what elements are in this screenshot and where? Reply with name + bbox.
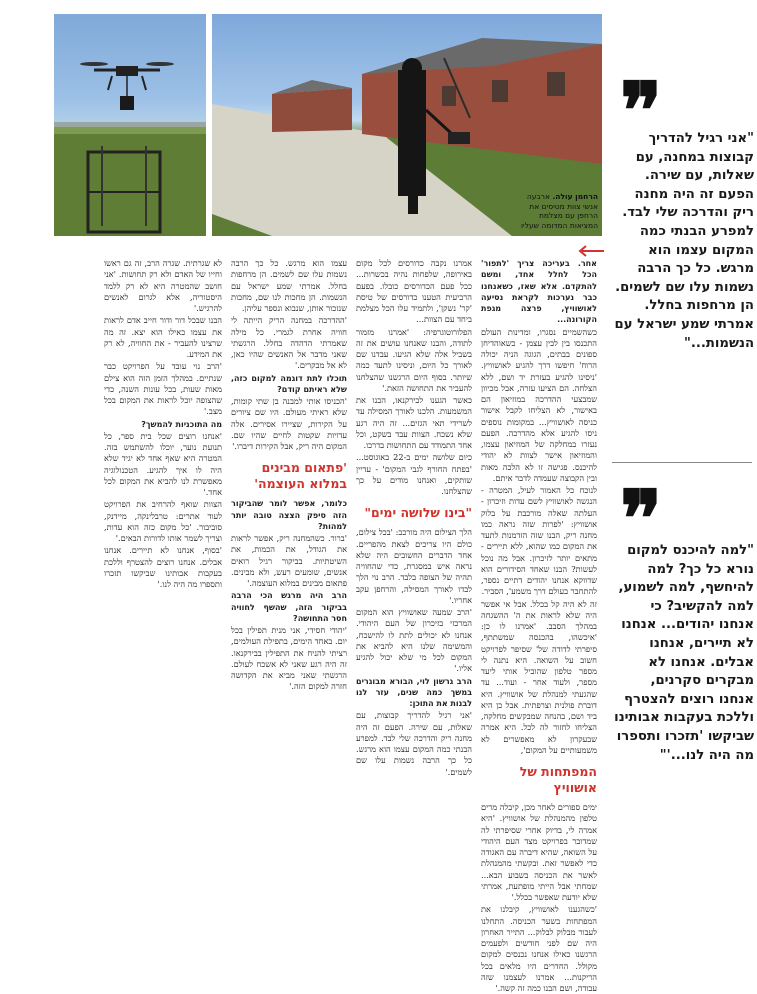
pull-quote-divider	[612, 462, 752, 463]
paragraph: אחר. בעריכה צריך 'לתפור' הכל לחלל אחד, ומשם להתקדם. אלא שאז, כשאנחנו כבר נערכות לקראת נסיעה לאושוויץ, פרצה מגפת הקורונה...	[481, 259, 597, 325]
drone-photo	[54, 14, 206, 236]
paragraph: ימים ספורים לאחר מכן, קיבלה מרים טלפון מהמנהלת של אושוויץ. 'היא אמרה לי, בדיוק אחרי שסיפרתי לה שמדובר בפרויקט מצד העם היהודי על השואה, שהיא דיברה עם האגודה כדי לאפשר זאת. ובקשתי מהמנהלת לאשר את הכניסה בשבוע הבא... שמחתי אבל הייתי מופתעת, אמרתי שלא יודעת שאפשר בכלל.'	[481, 802, 597, 902]
paragraph: 'הכניסו אותי למבנה בן שתי קומות, שלא ראיתי מעולם. היו שם ציורים על הקירות, שציירו אסירים. אלה עדויות שקטות לחיים שהיו שם. המקום היה ריק, אבל הקירות דיברו.'	[231, 396, 347, 451]
paragraph: 'יהודי חסידי, אני מנית תפילין בכל יום. באחד הימים, בתפילת העולמים, רציתי להניח את התפילין בבירקנאו. זה היה רגע שאני לא אשכח לעולם. הרגשתי שאני מביא את הקדושה חזרה למקום הזה.'	[231, 625, 347, 692]
drone-illustration	[54, 14, 206, 236]
question: תוכלו לתת דוגמה למקום כזה, שלא ראיתם קודם?	[231, 373, 347, 394]
quote-mark-icon: ❞	[620, 474, 662, 565]
photo-caption	[512, 192, 598, 230]
rabbi-walking-photo	[212, 14, 602, 236]
paragraph: כיום שלושה ימים ב-22 באוגוסט... 'בפתח החורף לגבי המקום' - עדיין שותקים, ואנחנו מודים על כך שהצלחנו.	[356, 452, 473, 496]
paragraph: 'אנחנו רוצים שכל בית ספר, כל תנועת נוער, יוכלו להשתמש בזה. המטרה היא שאף אחד לא יגיד שלא היה לו איך להגיע. הטכנולוגיה מאפשרת לנו להביא את המקום לכל אחד.'	[104, 430, 222, 497]
pull-quote-2: "למה להיכנס למקום נורא כל כך? למה להיחשף, למה לשמוע, למה להקשיב? כי אנחנו יהודים... אנחנו לא תיירים, אנחנו אבלים. אנחנו לא מבקרים סקרנים, אנחנו רוצים להצטרף וללכת בעקבות אבותינו שביקשו 'תזכרו ותספרו מה היה לנו...'"	[614, 543, 754, 763]
paragraph: הצוות שואף להרחיב את הפרויקט לעוד אתרים: טרבלינקה, מיידנק, סוביבור. 'כל מקום כזה הוא עדות, וצריך לשמר אותו לדורות הבאים.'	[104, 499, 222, 543]
paragraph: 'הרב נוי עובד על הפרויקט כבר שנתיים. במהלך הזמן הזה הוא צילם מאות שעות, בכל עונות השנה, כדי שהצופה יוכל לראות את המקום בכל מצב.'	[104, 361, 222, 417]
paragraph: הבנו שבכל דור ודור חייב אדם לראות את עצמו כאילו הוא יצא. זה מה שרצינו להעביר - את החוויה, לא רק את המידע.	[104, 315, 222, 359]
paragraph: זה לא היה קל בכלל. אבל אי אפשר היה שלא לראות את ה' ההשגחה במהלך הסבב. 'אמרנו לו כן: 'איכשהו, בהכנסה שמשתתף, סיפרתי לדודה של' שסיפר לפרויקט חשוב על השואה. היא נתנה לי מספר טלפון שהוביל אותי ליעד מספר, ולעוד אחר - ועוד... עד שהגעתי למנהלת של אושוויץ. היא דוברת פולנית וצרפתית. אבל כן היא ביד ושם, בהנחה שמבקשים מחלקה, הצליחו לחזור לה לכל. היא אמרה שבעקרון לא מאפשרים לא משמעותיים על המקום',	[481, 598, 597, 755]
question: הרב היה מרגש הכי הרבה בביקור הזה, שהשף לחוויה חסר התחושה?	[231, 591, 347, 623]
paragraph: 'הרב שמעה שאושוויץ הוא המקום המרכזי בזיכרון של העם היהודי. אנחנו לא יכולים לתת לו להישכח, והמשימה שלנו היא להביא את המקום לכל מי שלא יכול להגיע אליו.'	[356, 607, 472, 674]
paragraph: הלך הצילום היה מורכב: 'בכל צילום, כולם היו צריכים לצאת מהפריים. אחד הדברים החשובים היה שלא נראה איש במסגרת, כדי שהחוויה תהיה של הצופה בלבד. הרב נוי הלך לבדו לאורך המסילה, והרחפן עקב אחריו.'	[356, 527, 472, 605]
paragraph: 'ההדרכה במחנה הריק הייתה לי חוויה אחרת לגמרי. כל מילה שאמרתי הדהדה בחלל. הרגשתי שאני מדבר אל האנשים שהיו כאן, לא אל מבקרים.'	[231, 315, 347, 371]
paragraph: 'אני רגיל להדריך קבוצות, עם שאלות, עם שירה. הפעם זה היה מחנה ריק והדרכה שלי לבד. למפרע הבנתי כמה המקום עצמו הוא מרגש. כל כך הרבה נשמות עלו שם לשמים.'	[356, 710, 472, 777]
paragraph: 'בסוף, אנחנו לא תיירים. אנחנו אבלים. אנחנו רוצים להצטרף וללכת בעקבות אבותינו שביקשו תזכרו ותספרו מה היה לנו.'	[104, 545, 222, 589]
question: כלומר, אפשר לומר שהביקור הזה סיפק הצצה טובה יותר למהות?	[231, 499, 347, 531]
article-column-4	[104, 258, 222, 848]
section-heading: "בינו שלושה ימים"	[364, 505, 472, 521]
article-column-2	[356, 258, 472, 848]
article-column-3	[231, 258, 347, 848]
paragraph: 'כשהגענו לאושוויץ, קיבלנו את המפתחות בשער הכניסה. התחלנו לעבור מבלוק לבלוק... התייר האחרון היה שם לפני חודשים ולפעמים הרגשנו כאילו אנחנו נכנסים למקום מקולל. החדרים היו מלאים בכל הריקנות... אמרנו לעצמנו שזה עבודה, ושם הבנו כמה זה קשה.'	[481, 904, 597, 993]
pull-quote-1: "אני רגיל להדריך קבוצות במחנה, עם שאלות, עם שירה. הפעם זה היה מחנה ריק והדרכה שלי לבד. למפרע הבנתי כמה המקום עצמו הוא מרגש. כל כך הרבה נשמות עלו שם לשמים. הן מרחפות בחלל. אמרתי שמע ישראל עם הנשמות..."	[614, 131, 754, 351]
paragraph: לא שגרתית. שגרה הרב, זה גם ראשו וחייו של האדם ולא רק תחושות. 'אני חושב שהמטרה היא לא רק ללמד היסטוריה, אלא לגרום לאנשים להרגיש.'	[104, 258, 222, 313]
quote-mark-icon: ❞	[620, 66, 662, 157]
paragraph: אמרנו נקבה כדורסים לכל מקום באירופה, שלפחות נהיה בכשרות... ככל פעם הכדורסים כובלו. בפעם הרביעית הטענו כדורסים של טיסת 'קר' נשקן', ולתמיד עלו הכל מצלמת ביחד עם הצוות...	[356, 258, 472, 325]
paragraph: לנוכח כל האמור לעיל, המטרה - הנגשה לאושוויץ לשם עדות וזיכרון - העלתה שאלה מורכבת על בלוק אושוויץ: 'לפרות שזה נראה כמו מחנה ריק, הבנו שזה הזדמנות לתעד את המקום כמו שהוא, ללא תיירים - מתאים יותר לזיכרון. אבל מה נוכל לעשות? הבנו שאחד הסידורים הוא שדווקא אנחנו יהודים דתיים נספר, להתחבר בעולם דרך משמע', הסביר.	[481, 485, 597, 597]
question: הרב גרשון לוי, הבורא מבוגרים במשך כמה שנים, עזר לנו לבנות את התוכן:	[356, 676, 472, 708]
section-heading: המפתחות של אושוויץ	[519, 764, 597, 795]
paragraph: עצמו הוא מרגש. כל כך הרבה נשמות עלו שם לשמים. הן מרחפות בחלל. אמרתי שמע ישראל עם הנשמות. הן מחכות לנו שם, מחכות שנזכור אותן, שנבוא ונספר עליהן.	[231, 258, 347, 313]
paragraph: כשהשמיים נסגרו, ומדינות העולם התכנסו בין לבין עצמן - כשאוהדיחן ספונים בבתים, הגוגה הניה יכולה הרוח' חיפשו דרך להגיע לאושוויץ. 'ניסינו להגיע בעזרת יד ושם, ללא הצלחה. הם הציעו עזרה, אבל מכיוון שמבצעי ההדרכה במוזיאון הם באישור, לא הצליחו לקבל אישור כניסה לאושוויץ... במקומות נוספים ניסו להגיע אלא מהדרכה. הפעם נעזרו במחלקה של המוזיאון עצמו, והמוזיאון אישר לצוות לא יהודי להיכנס. פגישה זו לא הלכה מאות ובין הקבוצה שעמדה לדבר איתם.	[481, 326, 597, 483]
arrow-left-icon	[576, 244, 606, 258]
paragraph: 'ברור. כשהמחנה ריק, אפשר לראות את הגודל, את הכמות, את השיטתיות. בביקור רגיל רואים אנשים, שומעים רעש, ולא מבינים. פתאום מבינים במלוא העוצמה.'	[231, 533, 347, 588]
article-column-1	[481, 258, 597, 993]
question: מה התוכניות להמשך?	[141, 419, 222, 429]
caption-bold: הרחמן עולה.	[552, 192, 598, 201]
paragraph: הפלורוטוגרפיה: 'אמרנו מזמור לתודה, והבנו שאנחנו עושים את זה בשביל אלה שלא הגיעו. עבדנו שם לאורך כל היום, וניסינו לתעד כמה שיותר. בסוף היום הרגשנו שהצלחנו להעביר את התחושה הזאת.'	[356, 326, 472, 393]
paragraph: כאשר הגענו לבירקנאו, הבנו את המשמעות. הלכנו לאורך המסילה עד לשרידי תאי הגזים... זה היה רגע שלא נשכח. הצוות עבד בשקט, וכל אחד התמודד עם התחושות בדרכו.	[356, 395, 472, 450]
section-heading: 'פתאום מבינים במלוא העוצמה'	[254, 460, 347, 492]
caption-text: ארבעה אנשי צוות מטיסים את הרחפן עם מצלמת המציאות המדומה שעליו	[521, 192, 598, 230]
